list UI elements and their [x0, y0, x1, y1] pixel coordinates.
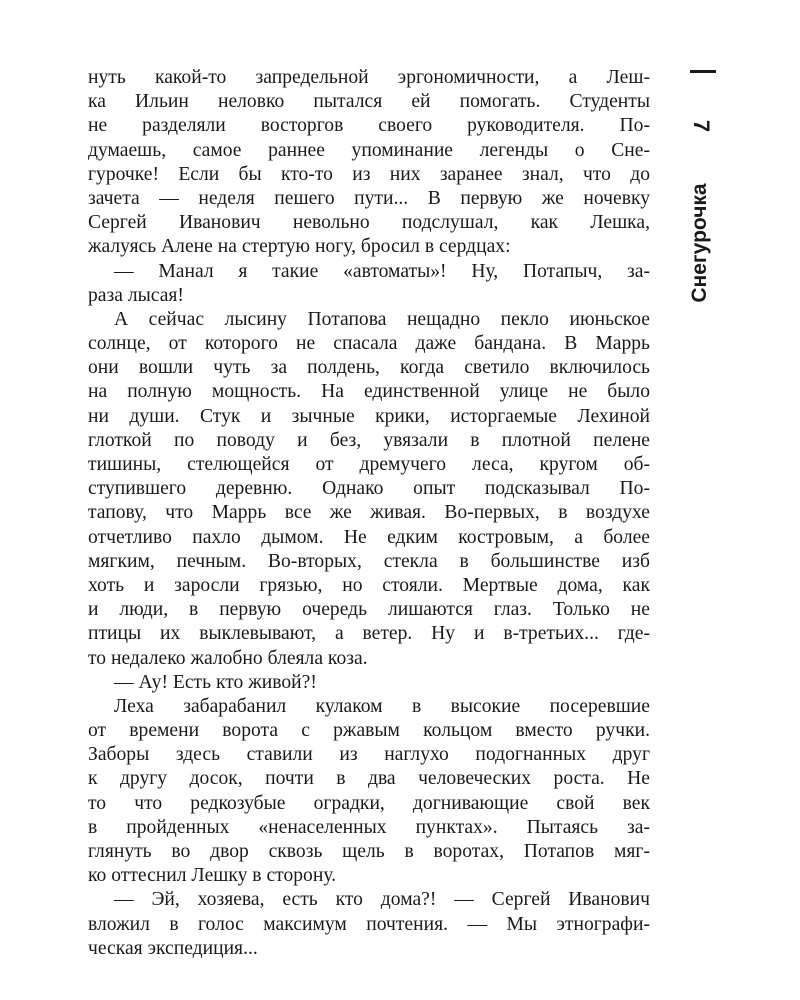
text-line: думаешь, самое раннее упоминание легенды о Сне-: [88, 139, 650, 161]
text-line: тапову, что Маррь все же живая. Во-первых, в воздухе: [88, 502, 650, 524]
text-line: ческая экспедиция...: [88, 937, 258, 959]
text-line: хоть и заросли грязью, но стояли. Мертвые дома, как: [88, 574, 650, 596]
text-line: вложил в голос максимум почтения. — Мы этнографи-: [88, 913, 650, 935]
text-line: тишины, стелющейся от дремучего леса, кругом об-: [88, 454, 650, 475]
text-line: на полную мощность. На единственной улице не было: [88, 381, 650, 403]
text-line: они вошли чуть за полдень, когда светило включилось: [88, 357, 650, 379]
text-line: отчетливо пахло дымом. Не едким костровым, а более: [88, 526, 650, 548]
text-line: жалуясь Алене на стертую ногу, бросил в сердцах:: [88, 236, 511, 258]
text-line: — Эй, хозяева, есть кто дома?! — Сергей Иванович: [114, 889, 650, 911]
text-line: Заборы здесь ставили из наглухо подогнанных друг: [88, 744, 650, 766]
text-line: мягким, печным. Во-вторых, стекла в большинстве изб: [88, 550, 650, 572]
text-line: — Ау! Есть кто живой?!: [114, 671, 317, 693]
text-line: не разделяли восторгов своего руководителя. По-: [88, 115, 650, 137]
text-line: ступившего деревню. Однако опыт подсказывал По-: [88, 478, 650, 500]
text-line: птицы их выклевывают, а ветер. Ну и в-третьих... где-: [88, 623, 650, 645]
text-line: гурочке! Если бы кто-то из них заранее знал, что до: [88, 163, 650, 185]
text-line: и люди, в первую очередь лишаются глаз. Только не: [88, 599, 650, 621]
text-line: в пройденных «ненаселенных пунктах». Пытаясь за-: [88, 816, 650, 838]
text-line: — Манал я такие «автоматы»! Ну, Потапыч, за-: [114, 260, 650, 282]
text-line: нуть какой-то запредельной эргономичности, а Леш-: [88, 67, 650, 88]
text-line: ни души. Стук и зычные крики, исторгаемые Лехиной: [88, 405, 650, 427]
text-line: ко оттеснил Лешку в сторону.: [88, 865, 337, 887]
header-rule: [690, 70, 716, 73]
body-text: [88, 66, 650, 961]
text-line: глянуть во двор сквозь щель в воротах, Потапов мяг-: [88, 841, 650, 862]
text-line: зачета — неделя пешего пути... В первую же ночевку: [88, 187, 650, 209]
text-line: Сергей Иванович невольно подслушал, как Лешка,: [88, 212, 650, 234]
text-line: то что редкозубые оградки, догнивающие свой век: [88, 792, 650, 814]
text-line: Леха забарабанил кулаком в высокие посеревшие: [114, 695, 650, 717]
text-line: раза лысая!: [88, 284, 184, 306]
text-line: солнце, от которого не спасала даже бандана. В Маррь: [88, 333, 650, 355]
text-line: от времени ворота с ржавым кольцом вместо ручки.: [88, 720, 650, 742]
text-line: то недалеко жалобно блеяла коза.: [88, 647, 368, 669]
text-line: к другу досок, почти в два человеческих роста. Не: [88, 768, 650, 790]
text-line: ка Ильин неловко пытался ей помогать. Студенты: [88, 91, 650, 113]
text-line: глоткой по поводу и без, увязали в плотной пелене: [88, 429, 650, 451]
page-number: 7: [689, 119, 714, 133]
text-line: А сейчас лысину Потапова нещадно пекло июньское: [114, 308, 650, 330]
running-title: Снегурочка: [688, 183, 711, 303]
